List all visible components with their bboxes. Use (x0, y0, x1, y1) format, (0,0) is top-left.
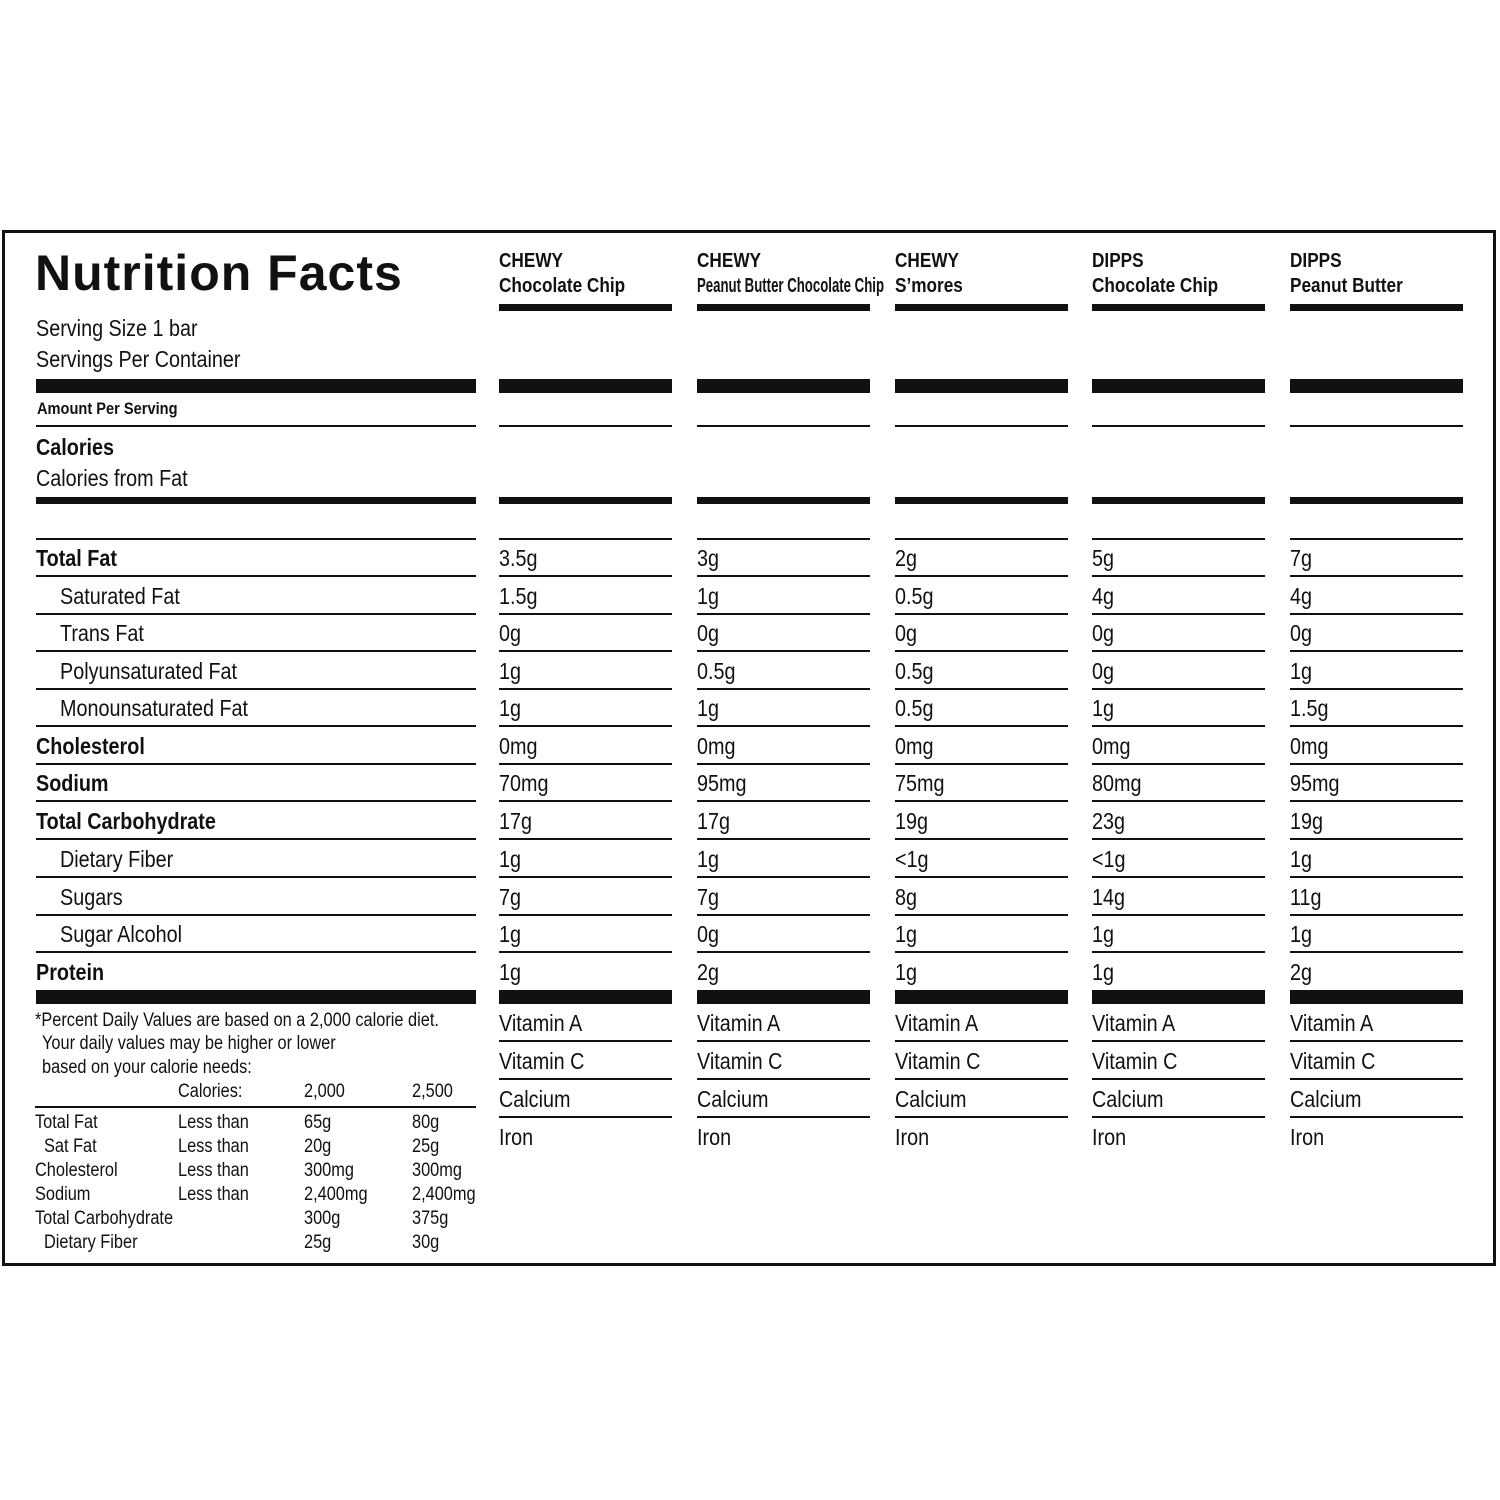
rule (697, 951, 870, 953)
medium-rule (895, 304, 1068, 311)
rule (1290, 688, 1463, 690)
medium-rule (697, 497, 870, 504)
nutrient-amount: <1g (895, 846, 929, 872)
thick-rule (1290, 379, 1463, 393)
rule (499, 838, 672, 840)
thick-rule (1092, 990, 1265, 1004)
rule (1092, 425, 1265, 427)
nutrient-label: Trans Fat (60, 620, 144, 646)
rule (1290, 838, 1463, 840)
nutrient-amount: 0mg (1290, 733, 1329, 759)
rule (895, 1040, 1068, 1042)
nutrient-label: Total Fat (36, 545, 117, 571)
rule (499, 650, 672, 652)
nutrient-amount: 0g (499, 620, 522, 646)
rule (499, 1116, 672, 1118)
rule (697, 914, 870, 916)
nutrient-label: Sodium (36, 770, 109, 796)
serving-size-label: Serving Size 1 bar (36, 315, 198, 341)
footnote-2500-value: 300mg (412, 1160, 462, 1181)
product-line: CHEWY (697, 250, 762, 272)
footnote-2500-value: 30g (412, 1232, 440, 1253)
footnote-2500-header: 2,500 (412, 1081, 453, 1102)
nutrient-label: Sugar Alcohol (60, 921, 183, 947)
rule (499, 763, 672, 765)
rule (895, 914, 1068, 916)
rule (895, 1078, 1068, 1080)
vitamin-label: Calcium (895, 1086, 967, 1112)
rule (895, 613, 1068, 615)
nutrient-amount: 95mg (1290, 770, 1340, 796)
nutrient-amount: 7g (697, 884, 720, 910)
footnote-line-2: Your daily values may be higher or lower (42, 1033, 336, 1054)
rule (1092, 763, 1265, 765)
vitamin-label: Iron (1092, 1124, 1127, 1150)
nutrient-amount: 0g (1092, 620, 1115, 646)
nutrient-amount: 17g (697, 808, 731, 834)
footnote-2000-header: 2,000 (304, 1081, 345, 1102)
nutrient-amount: 0g (697, 620, 720, 646)
nutrient-amount: 2g (895, 545, 918, 571)
servings-per-container-label: Servings Per Container (36, 346, 241, 372)
rule (895, 763, 1068, 765)
nutrient-amount: 0g (895, 620, 918, 646)
rule (697, 763, 870, 765)
nutrient-amount: 1g (697, 846, 720, 872)
rule (697, 725, 870, 727)
thick-rule (1290, 990, 1463, 1004)
nutrient-amount: 1g (895, 959, 918, 985)
nutrient-amount: 1g (499, 846, 522, 872)
rule (895, 838, 1068, 840)
calories-label: Calories (36, 434, 115, 460)
rule (1290, 876, 1463, 878)
nutrient-amount: 1g (499, 959, 522, 985)
rule (697, 613, 870, 615)
rule (499, 425, 672, 427)
footnote-2000-value: 25g (304, 1232, 332, 1253)
medium-rule (1092, 497, 1265, 504)
vitamin-label: Vitamin C (1092, 1048, 1178, 1074)
rule (1290, 914, 1463, 916)
product-line: DIPPS (1092, 250, 1144, 272)
rule (1092, 1078, 1265, 1080)
vitamin-label: Iron (895, 1124, 930, 1150)
rule (697, 650, 870, 652)
nutrient-amount: 7g (1290, 545, 1313, 571)
nutrient-amount: 1g (1290, 846, 1313, 872)
rule (1092, 688, 1265, 690)
footnote-nutrient: Total Fat (35, 1112, 98, 1133)
footnote-limit: Less than (178, 1184, 249, 1205)
rule (1290, 538, 1463, 540)
thick-rule (697, 379, 870, 393)
footnote-line-3: based on your calorie needs: (42, 1057, 252, 1078)
rule (697, 1078, 870, 1080)
vitamin-label: Iron (697, 1124, 732, 1150)
rule (36, 613, 476, 615)
rule (1092, 613, 1265, 615)
nutrient-amount: 23g (1092, 808, 1126, 834)
vitamin-label: Vitamin C (697, 1048, 783, 1074)
medium-rule (36, 497, 476, 504)
thick-rule (697, 990, 870, 1004)
rule (36, 650, 476, 652)
rule (1092, 1116, 1265, 1118)
rule (36, 688, 476, 690)
nutrient-label: Total Carbohydrate (36, 808, 216, 834)
rule (895, 688, 1068, 690)
rule (697, 425, 870, 427)
footnote-2000-value: 300g (304, 1208, 341, 1229)
rule (1092, 1040, 1265, 1042)
rule (1290, 613, 1463, 615)
vitamin-label: Vitamin A (697, 1010, 781, 1036)
rule (36, 725, 476, 727)
nutrient-amount: 0g (697, 921, 720, 947)
rule (697, 575, 870, 577)
nutrient-amount: 80mg (1092, 770, 1142, 796)
calories-from-fat-label: Calories from Fat (36, 465, 188, 491)
product-flavor: Peanut Butter Chocolate Chip (697, 275, 885, 297)
nutrient-amount: 0.5g (895, 583, 934, 609)
rule (36, 951, 476, 953)
footnote-nutrient: Sat Fat (44, 1136, 97, 1157)
rule (895, 951, 1068, 953)
rule (895, 876, 1068, 878)
nutrient-amount: 0g (1290, 620, 1313, 646)
rule (1290, 425, 1463, 427)
nutrient-amount: 7g (499, 884, 522, 910)
vitamin-label: Calcium (1290, 1086, 1362, 1112)
medium-rule (499, 304, 672, 311)
rule (895, 425, 1068, 427)
nutrient-label: Protein (36, 959, 105, 985)
nutrient-amount: 1g (1290, 658, 1313, 684)
nutrient-amount: 0.5g (895, 695, 934, 721)
nutrient-amount: 1g (1092, 921, 1115, 947)
vitamin-label: Calcium (499, 1086, 571, 1112)
product-line: CHEWY (895, 250, 960, 272)
rule (499, 725, 672, 727)
vitamin-label: Calcium (697, 1086, 769, 1112)
rule (499, 538, 672, 540)
nutrient-amount: 0g (1092, 658, 1115, 684)
rule (895, 575, 1068, 577)
footnote-nutrient: Cholesterol (35, 1160, 118, 1181)
rule (1092, 575, 1265, 577)
vitamin-label: Calcium (1092, 1086, 1164, 1112)
footnote-2500-value: 2,400mg (412, 1184, 476, 1205)
footnote-limit: Less than (178, 1136, 249, 1157)
nutrient-amount: 1.5g (499, 583, 538, 609)
footnote-2500-value: 80g (412, 1112, 440, 1133)
thick-rule (36, 990, 476, 1004)
nutrient-amount: 70mg (499, 770, 549, 796)
nutrient-amount: 8g (895, 884, 918, 910)
medium-rule (1290, 304, 1463, 311)
rule (36, 575, 476, 577)
medium-rule (697, 304, 870, 311)
nutrient-amount: 1g (1290, 921, 1313, 947)
rule (36, 876, 476, 878)
nutrient-amount: 3.5g (499, 545, 538, 571)
nutrient-label: Sugars (60, 884, 123, 910)
footnote-2500-value: 25g (412, 1136, 440, 1157)
footnote-2000-value: 2,400mg (304, 1184, 368, 1205)
product-flavor: S’mores (895, 275, 963, 297)
vitamin-label: Iron (499, 1124, 534, 1150)
product-line: DIPPS (1290, 250, 1342, 272)
nutrient-amount: 0.5g (895, 658, 934, 684)
thick-rule (895, 990, 1068, 1004)
rule (499, 1040, 672, 1042)
rule (499, 951, 672, 953)
rule (697, 838, 870, 840)
footnote-nutrient: Total Carbohydrate (35, 1208, 174, 1229)
nutrient-amount: 5g (1092, 545, 1115, 571)
nutrient-amount: 1g (697, 583, 720, 609)
rule (499, 876, 672, 878)
nutrient-amount: 0mg (499, 733, 538, 759)
thick-rule (499, 990, 672, 1004)
nutrient-amount: 0.5g (697, 658, 736, 684)
footnote-2000-value: 300mg (304, 1160, 354, 1181)
nutrient-amount: 75mg (895, 770, 945, 796)
footnote-rule (35, 1106, 476, 1108)
rule (36, 425, 476, 427)
footnote-calories-header: Calories: (178, 1081, 243, 1102)
thick-rule (1092, 379, 1265, 393)
footnote-2500-value: 375g (412, 1208, 449, 1229)
nutrient-amount: 11g (1290, 884, 1322, 910)
rule (1092, 838, 1265, 840)
amount-per-serving-label: Amount Per Serving (37, 399, 178, 418)
nutrient-amount: 1g (499, 658, 522, 684)
product-line: CHEWY (499, 250, 564, 272)
footnote-limit: Less than (178, 1112, 249, 1133)
nutrient-amount: 1g (697, 695, 720, 721)
product-flavor: Peanut Butter (1290, 275, 1403, 297)
nutrient-label: Saturated Fat (60, 583, 180, 609)
rule (697, 1040, 870, 1042)
nutrient-amount: 17g (499, 808, 533, 834)
vitamin-label: Vitamin C (1290, 1048, 1376, 1074)
footnote-2000-value: 20g (304, 1136, 332, 1157)
product-flavor: Chocolate Chip (499, 275, 626, 297)
vitamin-label: Iron (1290, 1124, 1325, 1150)
product-flavor: Chocolate Chip (1092, 275, 1219, 297)
rule (1092, 876, 1265, 878)
nutrient-amount: 1.5g (1290, 695, 1329, 721)
footnote-2000-value: 65g (304, 1112, 332, 1133)
rule (1092, 538, 1265, 540)
nutrient-amount: 0mg (895, 733, 934, 759)
rule (1290, 650, 1463, 652)
medium-rule (895, 497, 1068, 504)
medium-rule (499, 497, 672, 504)
rule (697, 688, 870, 690)
vitamin-label: Vitamin C (895, 1048, 981, 1074)
thick-rule (895, 379, 1068, 393)
footnote-nutrient: Sodium (35, 1184, 91, 1205)
rule (1290, 1040, 1463, 1042)
nutrient-amount: 3g (697, 545, 720, 571)
rule (499, 575, 672, 577)
rule (36, 838, 476, 840)
rule (1092, 800, 1265, 802)
rule (1092, 650, 1265, 652)
nutrient-amount: <1g (1092, 846, 1126, 872)
thick-rule (36, 379, 476, 393)
rule (36, 538, 476, 540)
nutrient-amount: 1g (1092, 695, 1115, 721)
nutrient-amount: 95mg (697, 770, 747, 796)
nutrient-amount: 0mg (1092, 733, 1131, 759)
footnote-limit: Less than (178, 1160, 249, 1181)
rule (499, 914, 672, 916)
nutrient-amount: 1g (895, 921, 918, 947)
panel-title: Nutrition Facts (35, 245, 403, 301)
rule (1092, 914, 1265, 916)
rule (499, 688, 672, 690)
rule (1290, 1116, 1463, 1118)
rule (895, 1116, 1068, 1118)
vitamin-label: Vitamin C (499, 1048, 585, 1074)
nutrient-amount: 19g (895, 808, 929, 834)
footnote-nutrient: Dietary Fiber (44, 1232, 138, 1253)
rule (1290, 1078, 1463, 1080)
rule (499, 613, 672, 615)
rule (499, 800, 672, 802)
footnote-line-1: *Percent Daily Values are based on a 2,000 calorie diet. (35, 1010, 439, 1031)
nutrient-amount: 4g (1092, 583, 1115, 609)
nutrient-amount: 1g (1092, 959, 1115, 985)
vitamin-label: Vitamin A (1290, 1010, 1374, 1036)
vitamin-label: Vitamin A (895, 1010, 979, 1036)
rule (697, 800, 870, 802)
rule (1290, 763, 1463, 765)
medium-rule (1290, 497, 1463, 504)
rule (697, 538, 870, 540)
nutrient-label: Polyunsaturated Fat (60, 658, 238, 684)
rule (697, 876, 870, 878)
vitamin-label: Vitamin A (499, 1010, 583, 1036)
nutrient-amount: 19g (1290, 808, 1324, 834)
nutrient-amount: 0mg (697, 733, 736, 759)
rule (895, 538, 1068, 540)
nutrient-label: Dietary Fiber (60, 846, 174, 872)
rule (1290, 800, 1463, 802)
rule (1092, 725, 1265, 727)
nutrient-amount: 14g (1092, 884, 1126, 910)
nutrient-amount: 1g (499, 921, 522, 947)
rule (499, 1078, 672, 1080)
rule (36, 914, 476, 916)
rule (895, 800, 1068, 802)
rule (697, 1116, 870, 1118)
rule (895, 650, 1068, 652)
rule (36, 763, 476, 765)
rule (1290, 725, 1463, 727)
rule (36, 800, 476, 802)
medium-rule (1092, 304, 1265, 311)
vitamin-label: Vitamin A (1092, 1010, 1176, 1036)
nutrient-amount: 2g (697, 959, 720, 985)
rule (895, 725, 1068, 727)
nutrient-label: Monounsaturated Fat (60, 695, 249, 721)
rule (1290, 575, 1463, 577)
rule (1092, 951, 1265, 953)
nutrient-label: Cholesterol (36, 733, 145, 759)
nutrient-amount: 4g (1290, 583, 1313, 609)
nutrient-amount: 1g (499, 695, 522, 721)
rule (1290, 951, 1463, 953)
nutrient-amount: 2g (1290, 959, 1313, 985)
thick-rule (499, 379, 672, 393)
